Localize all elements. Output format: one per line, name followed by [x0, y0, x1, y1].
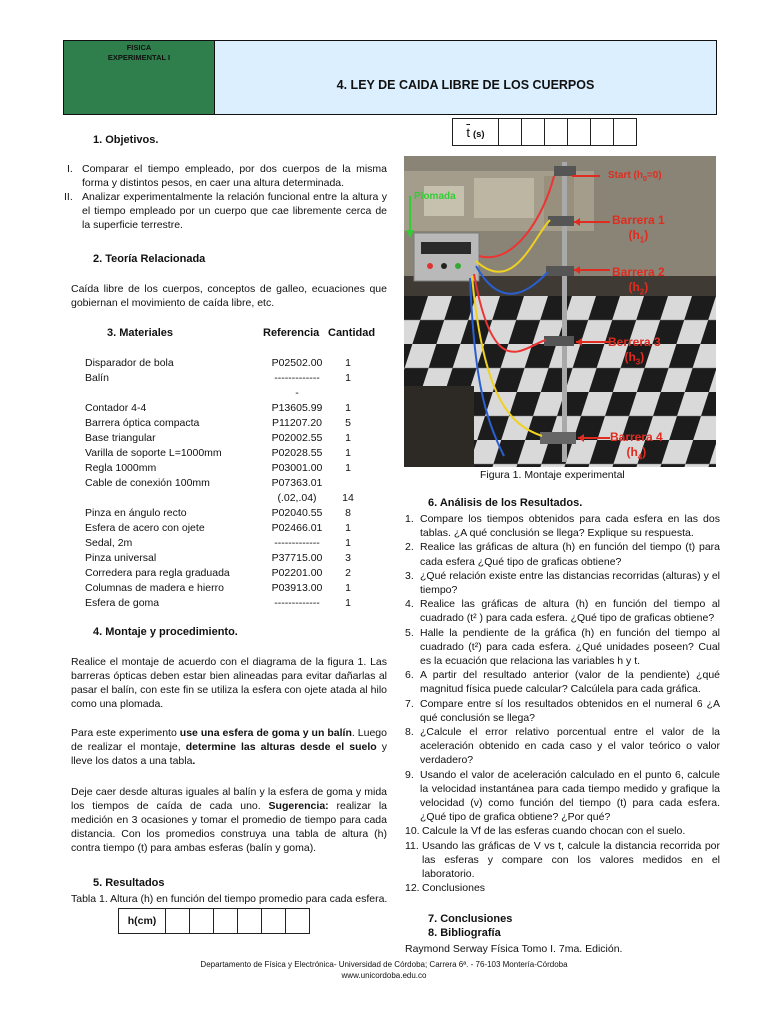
- analisis-text: A partir del resultado anterior (valor de la pendiente) ¿qué magnitud física puede calcular? Calcúlela para cada gráfica.: [420, 669, 720, 696]
- empty-cell: [238, 909, 262, 934]
- barrera-4-label: Barrera 4 $(h_4)$: [610, 430, 663, 462]
- analisis-text: ¿Calcule el error relativo porcentual entre el valor de la aceleración obtenido en cada caso y el valor teórico o valor verdadero?: [420, 726, 720, 767]
- material-name: Esfera de acero con ojete: [85, 522, 205, 534]
- materiales-row: [85, 357, 365, 372]
- start-label: Start $(h_0=0)$: [608, 170, 662, 183]
- material-name: [85, 387, 263, 402]
- analisis-text: Halle la pendiente de la gráfica (h) en función del tiempo al cuadrado (t²) para cada esfera. ¿Qué unidades poseen? Cual es la ecuación que relaciona las variables h y t.: [420, 626, 720, 668]
- materiales-col-ref: Referencia: [263, 327, 320, 339]
- header-box: [63, 40, 717, 115]
- teoria-heading: 2. Teoría Relacionada: [93, 253, 206, 265]
- analisis-item: [405, 697, 720, 725]
- material-name: Base triangular: [85, 432, 156, 444]
- photo-illustration: [404, 156, 716, 467]
- material-qty: 1: [345, 462, 351, 474]
- material-ref: P07363.01: [271, 477, 323, 489]
- materiales-row: [85, 507, 365, 522]
- material-ref: P02466.01: [271, 522, 323, 534]
- p2-bold: use una esfera de goma y un balín: [179, 727, 352, 739]
- plomada-label: Plomada: [414, 191, 456, 202]
- empty-cell: [214, 909, 238, 934]
- analisis-text: Usando el valor de aceleración calculado en el punto 6, calcule la velocidad instantánea para cada tiempo medido y grafique la velocidad (v) como función del tiempo (t) para cada esfera. ¿Qué tipo de grafica obtiene? ¿Por qué?: [420, 768, 720, 824]
- analisis-number: 11.: [405, 839, 419, 852]
- p2-bold: determine las alturas desde el suelo: [185, 741, 377, 753]
- empty-cell: [545, 119, 568, 146]
- material-qty: 1: [345, 432, 351, 444]
- empty-cell: [286, 909, 310, 934]
- material-name: Pinza universal: [85, 552, 157, 564]
- objetivo-number: II.: [64, 191, 73, 203]
- page-title: 4. LEY DE CAIDA LIBRE DE LOS CUERPOS: [336, 78, 595, 92]
- analisis-number: 7.: [405, 697, 414, 710]
- height-table: [118, 908, 310, 934]
- analisis-item: [405, 668, 720, 696]
- material-ref: -------------: [274, 537, 320, 549]
- objetivos-heading: 1. Objetivos.: [93, 134, 159, 146]
- materiales-row: [85, 582, 365, 597]
- analisis-number: 9.: [405, 768, 414, 781]
- materiales-col-cant: Cantidad: [328, 327, 376, 339]
- material-qty: [331, 477, 365, 492]
- bibliografia-text: Raymond Serway Física Tomo I. 7ma. Edición.: [405, 943, 623, 955]
- barrera-1-name: Barrera 1: [612, 213, 665, 227]
- tabla-caption: Tabla 1. Altura (h) en función del tiempo promedio para cada esfera.: [71, 893, 388, 905]
- bibliografia-heading: 8. Bibliografía: [428, 927, 501, 939]
- time-table: [452, 118, 637, 146]
- barrera-4-name: Barrera 4: [610, 430, 663, 444]
- objetivo-text: Comparar el tiempo empleado, por dos cuerpos de la misma forma y distintos pesos, en caer una altura determinada.: [82, 163, 387, 189]
- analisis-item: [405, 540, 720, 568]
- analisis-number: 2.: [405, 541, 414, 554]
- empty-cell: [591, 119, 614, 146]
- p3-bold: Sugerencia:: [268, 800, 329, 812]
- analisis-text: Usando las gráficas de V vs t, calcule la distancia recorrida por las esferas y compare con los valores medidos en el laboratorio.: [422, 839, 720, 881]
- barrera-2-label: Barrera 2 $(h_2)$: [612, 265, 665, 297]
- material-name: Corredera para regla graduada: [85, 567, 230, 579]
- material-qty: 5: [345, 417, 351, 429]
- materiales-row: [85, 492, 365, 507]
- material-qty: 3: [345, 552, 351, 564]
- material-ref: -------------: [274, 597, 320, 609]
- materiales-heading: 3. Materiales: [107, 327, 174, 339]
- course-label-line2: EXPERIMENTAL I: [107, 53, 171, 62]
- p2-text: y lleve los datos a una tabla: [71, 741, 387, 767]
- course-label-cell: [64, 41, 215, 114]
- materiales-row: [85, 417, 365, 432]
- barrera-3-name: Berrera 3: [608, 335, 661, 349]
- footer-line-2: www.unicordoba.edu.co: [341, 971, 427, 980]
- material-name: Varilla de soporte L=1000mm: [85, 447, 222, 459]
- material-qty: 1: [345, 402, 351, 414]
- analisis-item: [405, 569, 720, 597]
- empty-cell: [190, 909, 214, 934]
- analisis-number: 10.: [405, 825, 420, 838]
- material-qty: [331, 387, 365, 402]
- materiales-row: [85, 462, 365, 477]
- montaje-heading: 4. Montaje y procedimiento.: [93, 626, 238, 638]
- analisis-text: Realice las gráficas de altura (h) en función del tiempo al cuadrado (t² ) para cada esfera. ¿Qué tipo de graficas obtiene?: [420, 598, 720, 625]
- material-name: Columnas de madera e hierro: [85, 582, 224, 594]
- analisis-number: 8.: [405, 726, 414, 739]
- materiales-row: [85, 447, 365, 462]
- p2-text: . Luego de realizar el montaje,: [71, 727, 387, 753]
- objetivos-list: [64, 162, 387, 232]
- material-name: Barrera óptica compacta: [85, 417, 200, 429]
- material-ref: P02201.00: [271, 567, 323, 579]
- material-ref: P11207.20: [271, 417, 323, 429]
- figure-caption: Figura 1. Montaje experimental: [480, 469, 625, 481]
- material-qty: 1: [345, 522, 351, 534]
- material-qty: 1: [345, 597, 351, 609]
- material-qty: 14: [342, 492, 354, 504]
- material-ref: P02028.55: [271, 447, 323, 459]
- materiales-row: [85, 477, 365, 492]
- montaje-paragraph-1: Realice el montaje de acuerdo con el diagrama de la figura 1. Las barreras ópticas deben estar bien alineadas para evitar dañarlas al pasar el balín, con este fin se utiliza la esfera con ojete atada al hilo como una plomada.: [71, 656, 387, 710]
- material-name: Contador 4-4: [85, 402, 147, 414]
- material-ref: P02502.00: [271, 357, 323, 369]
- material-name: Regla 1000mm: [85, 462, 157, 474]
- p2-text: Para este experimento: [71, 727, 180, 739]
- barrera-2-name: Barrera 2: [612, 265, 665, 279]
- material-qty: 1: [345, 537, 351, 549]
- material-name: Disparador de bola: [85, 357, 174, 369]
- conclusiones-heading: 7. Conclusiones: [428, 913, 513, 925]
- h-label-cell: h(cm): [119, 909, 166, 934]
- analisis-text: ¿Qué relación existe entre las distancias recorridas (alturas) y el tiempo?: [420, 569, 720, 597]
- analisis-heading: 6. Análisis de los Resultados.: [428, 497, 583, 509]
- analisis-text: Realice las gráficas de altura (h) en función del tiempo (t) para cada esfera ¿Qué tipo de graficas obtiene?: [420, 541, 720, 568]
- montaje-paragraph-3: [71, 785, 387, 855]
- materiales-row: [85, 567, 365, 582]
- material-ref: P02040.55: [271, 507, 323, 519]
- analisis-item: [405, 725, 720, 768]
- analisis-text: Compare entre sí los resultados obtenidos en el numeral 6 ¿A qué conclusión se llega?: [420, 697, 720, 724]
- material-ref: P37715.00: [271, 552, 323, 564]
- material-qty: 1: [345, 582, 351, 594]
- material-qty: 1: [345, 447, 351, 459]
- empty-cell: [166, 909, 190, 934]
- material-ref: P02002.55: [271, 432, 323, 444]
- materiales-table: [85, 357, 365, 612]
- empty-cell: [499, 119, 522, 146]
- material-name: Balín: [85, 372, 109, 384]
- t-unit: (s): [472, 128, 485, 140]
- barrera-1-label: Barrera 1 $(h_1)$: [612, 213, 665, 245]
- materiales-row: [85, 552, 365, 567]
- material-qty: 1: [345, 357, 351, 369]
- analisis-number: 5.: [405, 626, 414, 639]
- analisis-item: [405, 626, 720, 669]
- material-ref: P13605.99: [271, 402, 323, 414]
- material-ref: P03001.00: [271, 462, 323, 474]
- analisis-text: Compare los tiempos obtenidos para cada esfera en las dos tablas. ¿A qué conclusión se llega? Explique su respuesta.: [420, 513, 720, 540]
- material-name: Pinza en ángulo recto: [85, 507, 187, 519]
- material-ref: -: [295, 387, 299, 399]
- material-qty: 2: [345, 567, 351, 579]
- material-name: Cable de conexión 100mm: [85, 477, 210, 489]
- analisis-number: 6.: [405, 669, 414, 682]
- empty-cell: [262, 909, 286, 934]
- analisis-number: 12.: [405, 882, 420, 895]
- analisis-text: Conclusiones: [422, 882, 486, 895]
- p3-text: realizar la medición en 3 ocasiones y tomar el promedio de tiempo para cada distancia. Con los promedios construya una tabla de altura (h) contra tiempo (t) para ambas esferas (balín y goma).: [71, 800, 388, 854]
- materiales-row: [85, 537, 365, 552]
- teoria-text: Caída libre de los cuerpos, conceptos de galleo, ecuaciones que gobiernan el movimiento de caída libre, etc.: [71, 283, 387, 309]
- analisis-text: Calcule la Vf de las esferas cuando chocan con el suelo.: [422, 825, 686, 838]
- montaje-paragraph-2: Para este experimento use una esfera de goma y un balín. Luego de realizar el montaje, determine las alturas desde el suelo y lleve los datos a una tabla.: [71, 727, 387, 767]
- materiales-row: [85, 432, 365, 447]
- analisis-item: [405, 597, 720, 625]
- materiales-row: [85, 372, 365, 387]
- material-ref: (.02,.04): [277, 492, 317, 504]
- analisis-item: [405, 839, 720, 882]
- experiment-photo: [404, 156, 716, 467]
- analisis-item: [405, 768, 720, 825]
- barrera-3-label: Berrera 3 $(h_3)$: [608, 335, 661, 367]
- analisis-item: [405, 824, 720, 838]
- course-label-line1: FISICA: [126, 43, 152, 52]
- resultados-heading: 5. Resultados: [93, 877, 165, 889]
- objetivo-item: [64, 190, 387, 232]
- empty-cell: [568, 119, 591, 146]
- footer-line-1: Departamento de Física y Electrónica- Universidad de Córdoba; Carrera 6ª. - 76-103 Montería-Córdoba: [200, 960, 568, 969]
- material-name: Esfera de goma: [85, 597, 160, 609]
- material-ref: -------------: [274, 372, 320, 384]
- material-qty: 8: [345, 507, 351, 519]
- materiales-row: [85, 597, 365, 612]
- analisis-item: [405, 512, 720, 540]
- title-cell: [215, 41, 716, 114]
- objetivo-item: [64, 162, 387, 190]
- material-ref: P03913.00: [271, 582, 323, 594]
- material-qty: 1: [345, 372, 351, 384]
- p3-text: Deje caer desde alturas iguales al balín y la esfera de goma y mida los tiempos de caída de cada uno.: [71, 786, 387, 812]
- materiales-row: [85, 522, 365, 537]
- t-label-cell: [453, 119, 499, 146]
- empty-cell: [614, 119, 637, 146]
- objetivo-number: I.: [67, 163, 73, 175]
- analisis-number: 1.: [405, 513, 414, 525]
- empty-cell: [522, 119, 545, 146]
- material-name: Sedal, 2m: [85, 537, 133, 549]
- material-name: [85, 492, 263, 507]
- objetivo-text: Analizar experimentalmente la relación funcional entre la altura y el tiempo empleado por un cuerpo que cae libremente cerca de la superficie terrestre.: [82, 191, 387, 231]
- t-symbol: $\overline{t}$: [466, 124, 471, 140]
- materiales-row: [85, 387, 365, 402]
- materiales-row: [85, 402, 365, 417]
- analisis-number: 3.: [405, 569, 414, 582]
- analisis-list: [405, 512, 720, 895]
- analisis-item: [405, 881, 720, 895]
- analisis-number: 4.: [405, 598, 414, 611]
